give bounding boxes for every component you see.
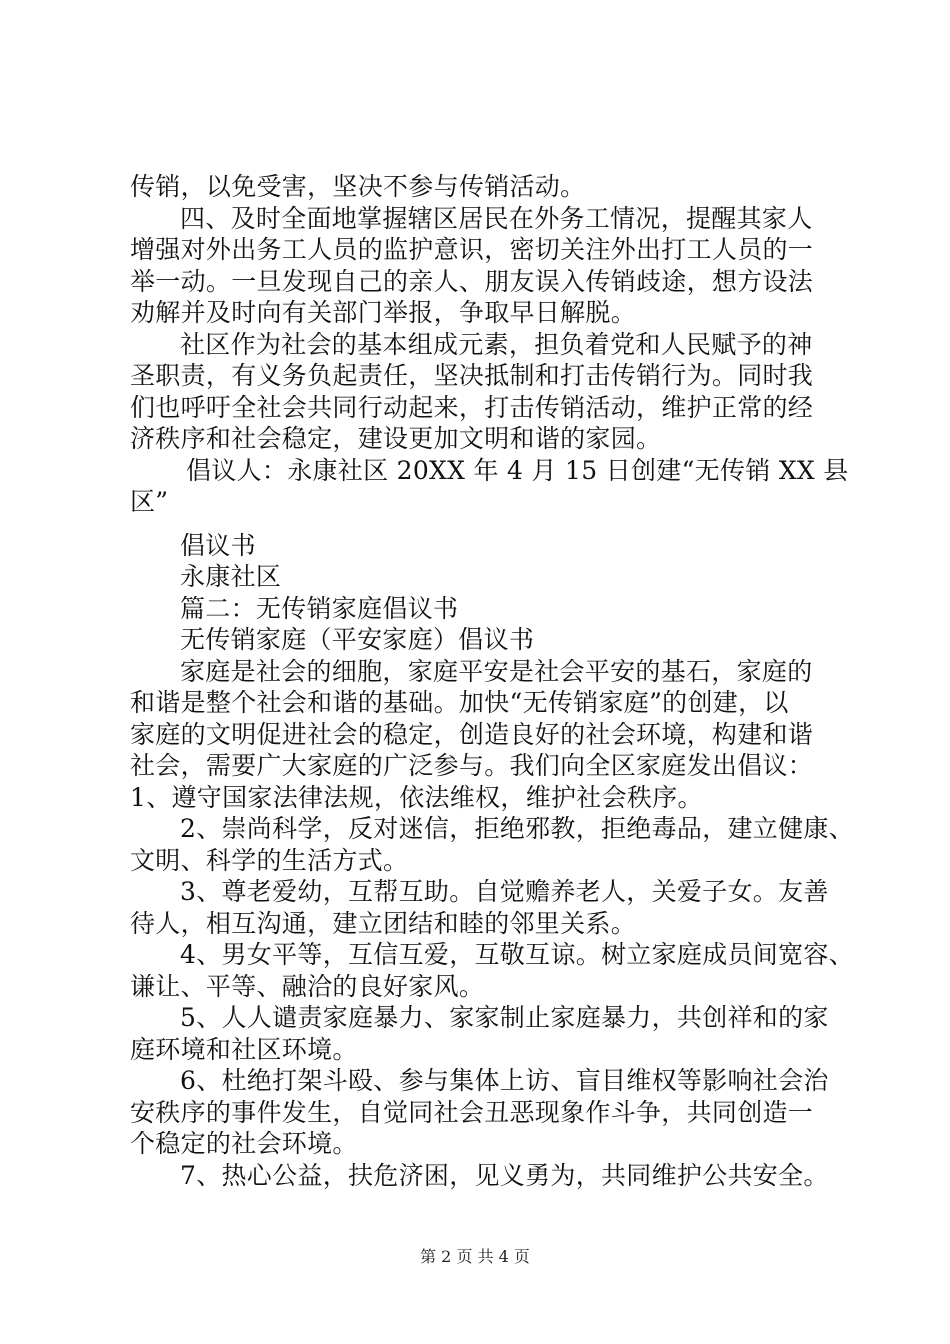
text-line: 4、男女平等，互信互爱，互敬互谅。树立家庭成员间宽容、 [180,940,855,969]
document-body [130,171,855,1191]
text-line: 3、尊老爱幼，互帮互助。自觉赡养老人，关爱子女。友善 [180,877,829,906]
text-line: 圣职责，有义务负起责任，坚决抵制和打击传销行为。同时我 [130,361,814,390]
text-line: 待人，相互沟通，建立团结和睦的邻里关系。 [130,908,637,938]
text-line: 劝解并及时向有关部门举报，争取早日解脱。 [130,298,637,327]
text-line: 们也呼吁全社会共同行动起来，打击传销活动，维护正常的经 [130,392,814,422]
text-line: 无传销家庭（平安家庭）倡议书 [180,625,535,654]
text-line: 倡议人：永康社区 20XX 年 4 月 15 日创建“无传销 XX 县 [186,455,849,485]
text-line: 社会，需要广大家庭的广泛参与。我们向全区家庭发出倡议： [130,751,814,780]
text-line: 举一动。一旦发现自己的亲人、朋友误入传销歧途，想方设法 [130,266,814,296]
text-line: 1、遵守国家法律法规，依法维权，维护社会秩序。 [130,782,703,812]
text-line: 家庭的文明促进社会的稳定，创造良好的社会环境，构建和谐 [130,719,814,749]
text-line: 和谐是整个社会和谐的基础。加快“无传销家庭”的创建，以 [130,688,789,717]
text-line: 个稳定的社会环境。 [130,1129,358,1158]
text-line: 济秩序和社会稳定，建设更加文明和谐的家园。 [130,424,662,453]
text-line: 6、杜绝打架斗殴、参与集体上访、盲目维权等影响社会治 [180,1066,829,1095]
text-line: 5、人人谴责家庭暴力、家家制止家庭暴力，共创祥和的家 [180,1003,829,1032]
text-line: 传销，以免受害，坚决不参与传销活动。 [130,172,586,201]
text-line: 谦让、平等、融洽的良好家风。 [130,971,485,1001]
text-line: 区” [130,487,169,516]
section-heading: 篇二：无传销家庭倡议书 [180,593,459,623]
text-line: 增强对外出务工人员的监护意识，密切关注外出打工人员的一 [130,235,814,264]
text-line: 安秩序的事件发生，自觉同社会丑恶现象作斗争，共同创造一 [130,1097,814,1127]
page-footer: 第 2 页 共 4 页 [420,1247,530,1266]
text-line: 家庭是社会的细胞，家庭平安是社会平安的基石，家庭的 [180,656,813,686]
text-line: 2、崇尚科学，反对迷信，拒绝邪教，拒绝毒品，建立健康、 [180,814,855,843]
text-line: 永康社区 [180,562,282,591]
text-line: 四、及时全面地掌握辖区居民在外务工情况，提醒其家人 [180,203,813,233]
text-line: 7、热心公益，扶危济困，见义勇为，共同维护公共安全。 [180,1160,829,1190]
text-line: 文明、科学的生活方式。 [130,845,409,875]
text-line: 社区作为社会的基本组成元素，担负着党和人民赋予的神 [180,329,813,359]
text-line: 倡议书 [180,530,256,560]
text-line: 庭环境和社区环境。 [130,1034,358,1064]
